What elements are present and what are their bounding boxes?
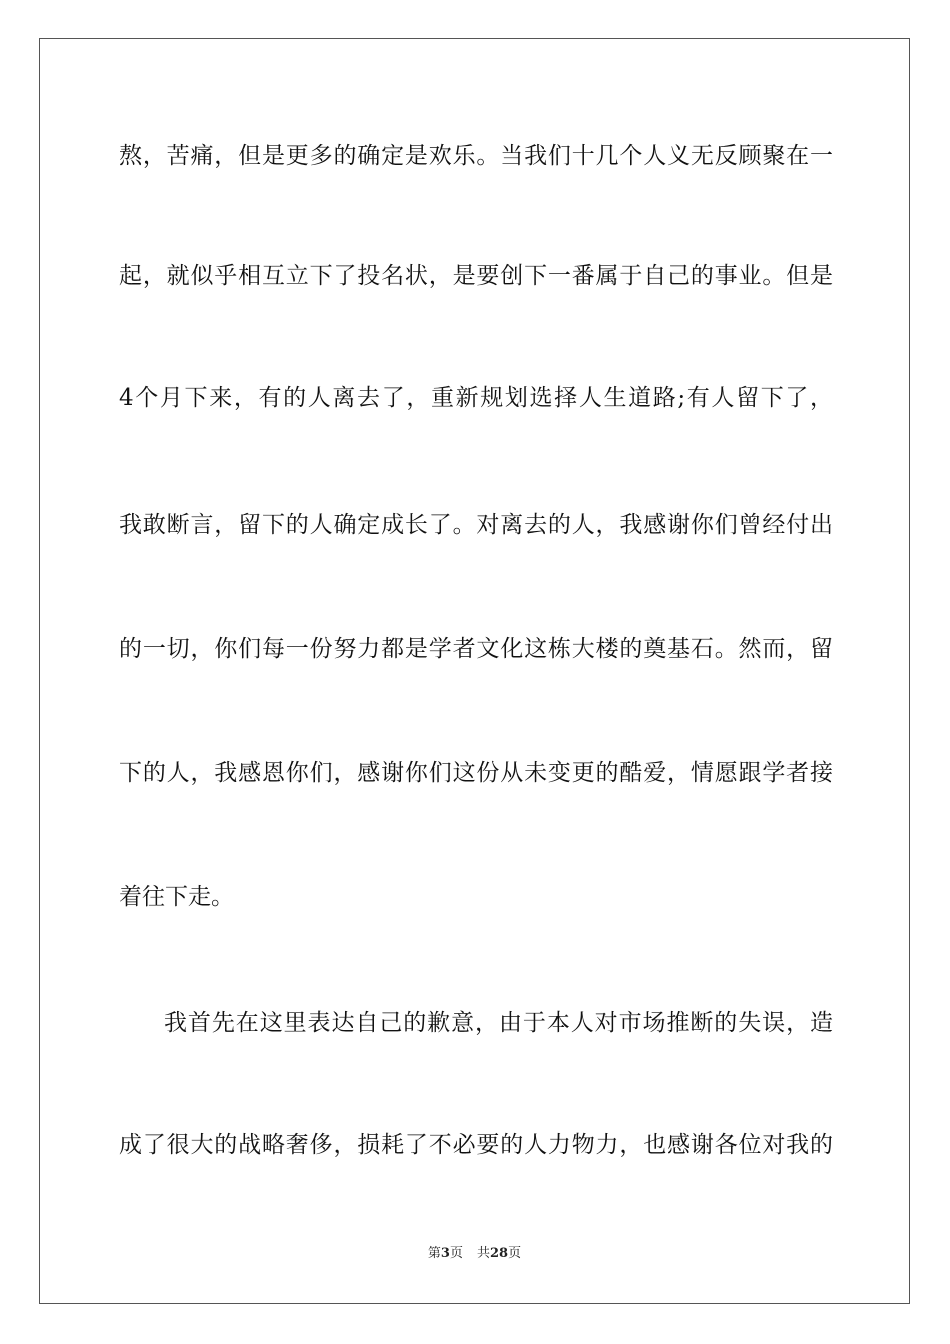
page-suffix: 页 — [449, 1246, 463, 1261]
text-line: 着往下走。 — [119, 884, 234, 910]
text-line: 下的人，我感恩你们，感谢你们这份从未变更的酷爱，情愿跟学者接 — [119, 760, 833, 786]
total-suffix: 页 — [508, 1246, 522, 1261]
text-line: 的一切，你们每一份努力都是学者文化这栋大楼的奠基石。然而，留 — [119, 636, 833, 662]
page-prefix: 第 — [427, 1246, 441, 1261]
text-line: 成了很大的战略奢侈，损耗了不必要的人力物力，也感谢各位对我的 — [119, 1132, 833, 1158]
paragraph-first-line: 我首先在这里表达自己的歉意，由于本人对市场推断的失误，造 — [164, 1010, 833, 1036]
text-line: 4个月下来，有的人离去了，重新规划选择人生道路;有人留下了， — [119, 385, 833, 411]
page-number: 3 — [440, 1246, 450, 1261]
text-line: 熬，苦痛，但是更多的确定是欢乐。当我们十几个人义无反顾聚在一 — [119, 143, 833, 169]
page-footer — [40, 1242, 909, 1261]
text-line: 我敢断言，留下的人确定成长了。对离去的人，我感谢你们曾经付出 — [119, 512, 833, 538]
text-line: 起，就似乎相互立下了投名状，是要创下一番属于自己的事业。但是 — [119, 263, 833, 289]
document-page — [39, 38, 910, 1304]
total-prefix: 共 — [476, 1246, 490, 1261]
total-pages: 28 — [489, 1246, 509, 1261]
